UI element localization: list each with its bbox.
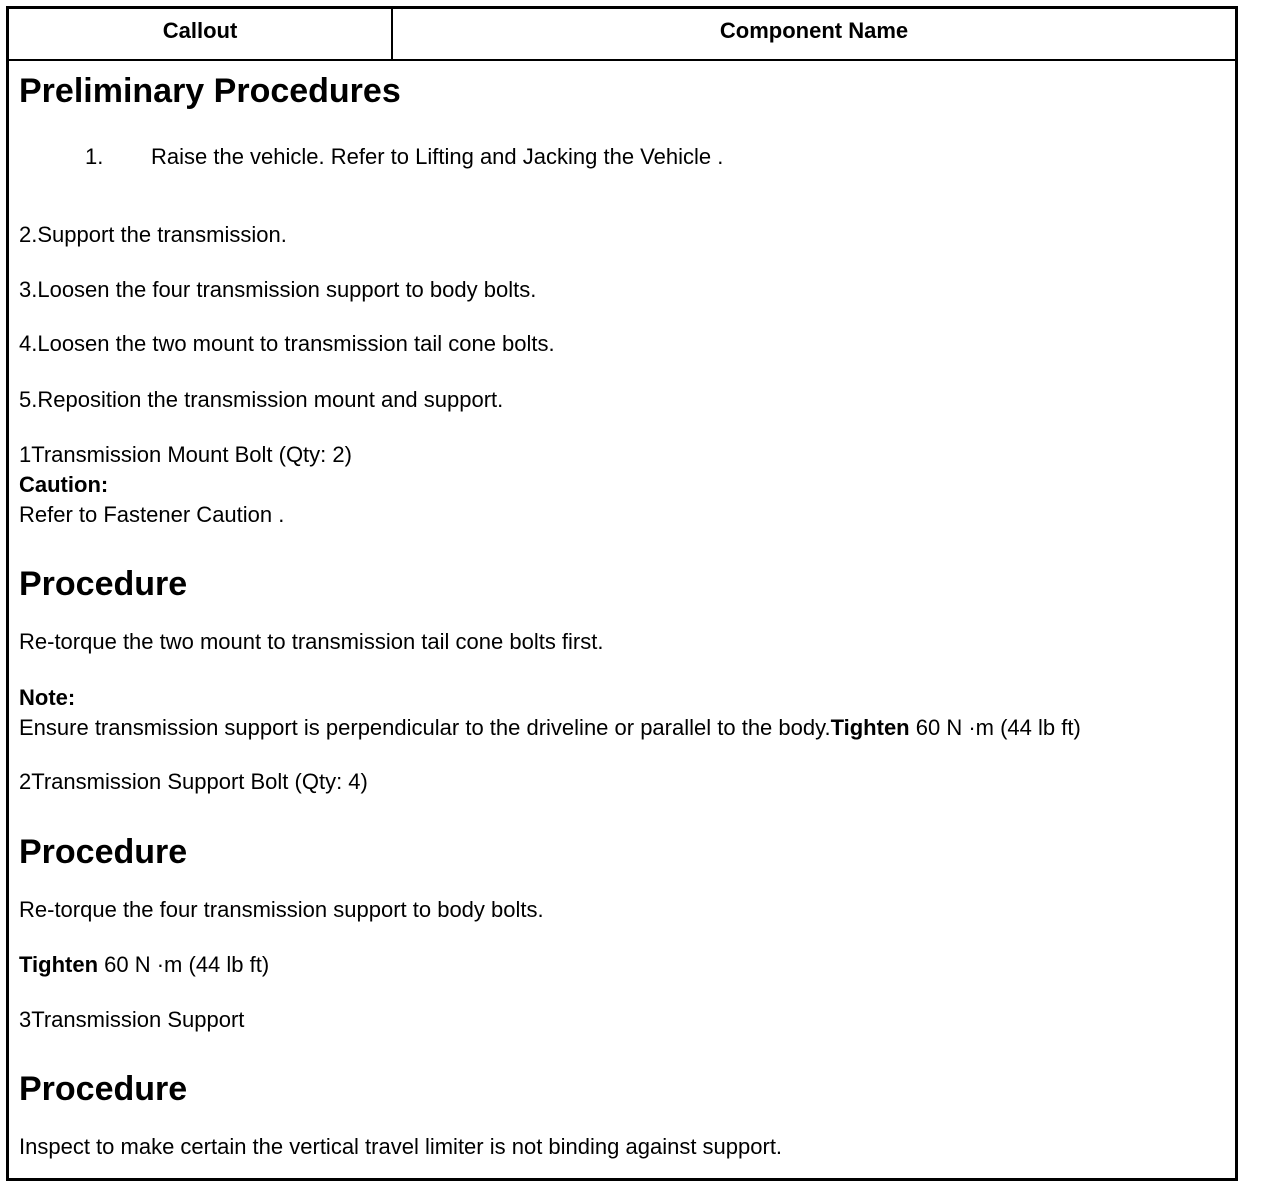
item-1-tighten-value: 60 N ·m (44 lb ft) [909, 715, 1081, 740]
item-3-procedure-text: Inspect to make certain the vertical travel limiter is not binding against support. [19, 1134, 783, 1159]
step-3-text: 3.Loosen the four transmission support to body bolts. [19, 277, 537, 302]
item-1-procedure-heading: Procedure [19, 565, 188, 603]
callout-column-header: Callout [9, 9, 393, 59]
item-2-tighten-label: Tighten [19, 952, 99, 977]
item-3-title: 3Transmission Support [19, 1007, 245, 1032]
item-2-title: 2Transmission Support Bolt (Qty: 4) [19, 769, 368, 794]
step-4-text: 4.Loosen the two mount to transmission tail cone bolts. [19, 331, 555, 356]
item-2-procedure-heading: Procedure [19, 833, 188, 871]
table-header-row [9, 9, 1235, 61]
item-1-procedure-text: Re-torque the two mount to transmission tail cone bolts first. [19, 629, 604, 654]
item-3-procedure-heading: Procedure [19, 1070, 188, 1108]
item-1-note-line [19, 715, 1081, 741]
step-5-text: 5.Reposition the transmission mount and support. [19, 387, 504, 412]
item-1-caution-label: Caution: [19, 472, 109, 497]
step-1-text: Raise the vehicle. Refer to Lifting and Jacking the Vehicle . [151, 144, 724, 169]
item-1-title: 1Transmission Mount Bolt (Qty: 2) [19, 442, 352, 467]
item-1-tighten-label: Tighten [830, 715, 910, 740]
preliminary-procedures-heading: Preliminary Procedures [19, 72, 401, 110]
procedure-table [6, 6, 1238, 1181]
item-2-tighten-value: 60 N ·m (44 lb ft) [98, 952, 270, 977]
step-2-text: 2.Support the transmission. [19, 222, 287, 247]
item-1-caution-text: Refer to Fastener Caution . [19, 502, 285, 527]
item-2-procedure-text: Re-torque the four transmission support to body bolts. [19, 897, 544, 922]
component-name-column-header: Component Name [719, 18, 909, 43]
step-1-number: 1. [85, 144, 104, 169]
item-1-note-label: Note: [19, 685, 76, 710]
table-body-cell [9, 61, 1235, 1178]
item-2-tighten-line [19, 952, 269, 978]
item-1-note-text: Ensure transmission support is perpendicular to the driveline or parallel to the body. [19, 715, 831, 740]
